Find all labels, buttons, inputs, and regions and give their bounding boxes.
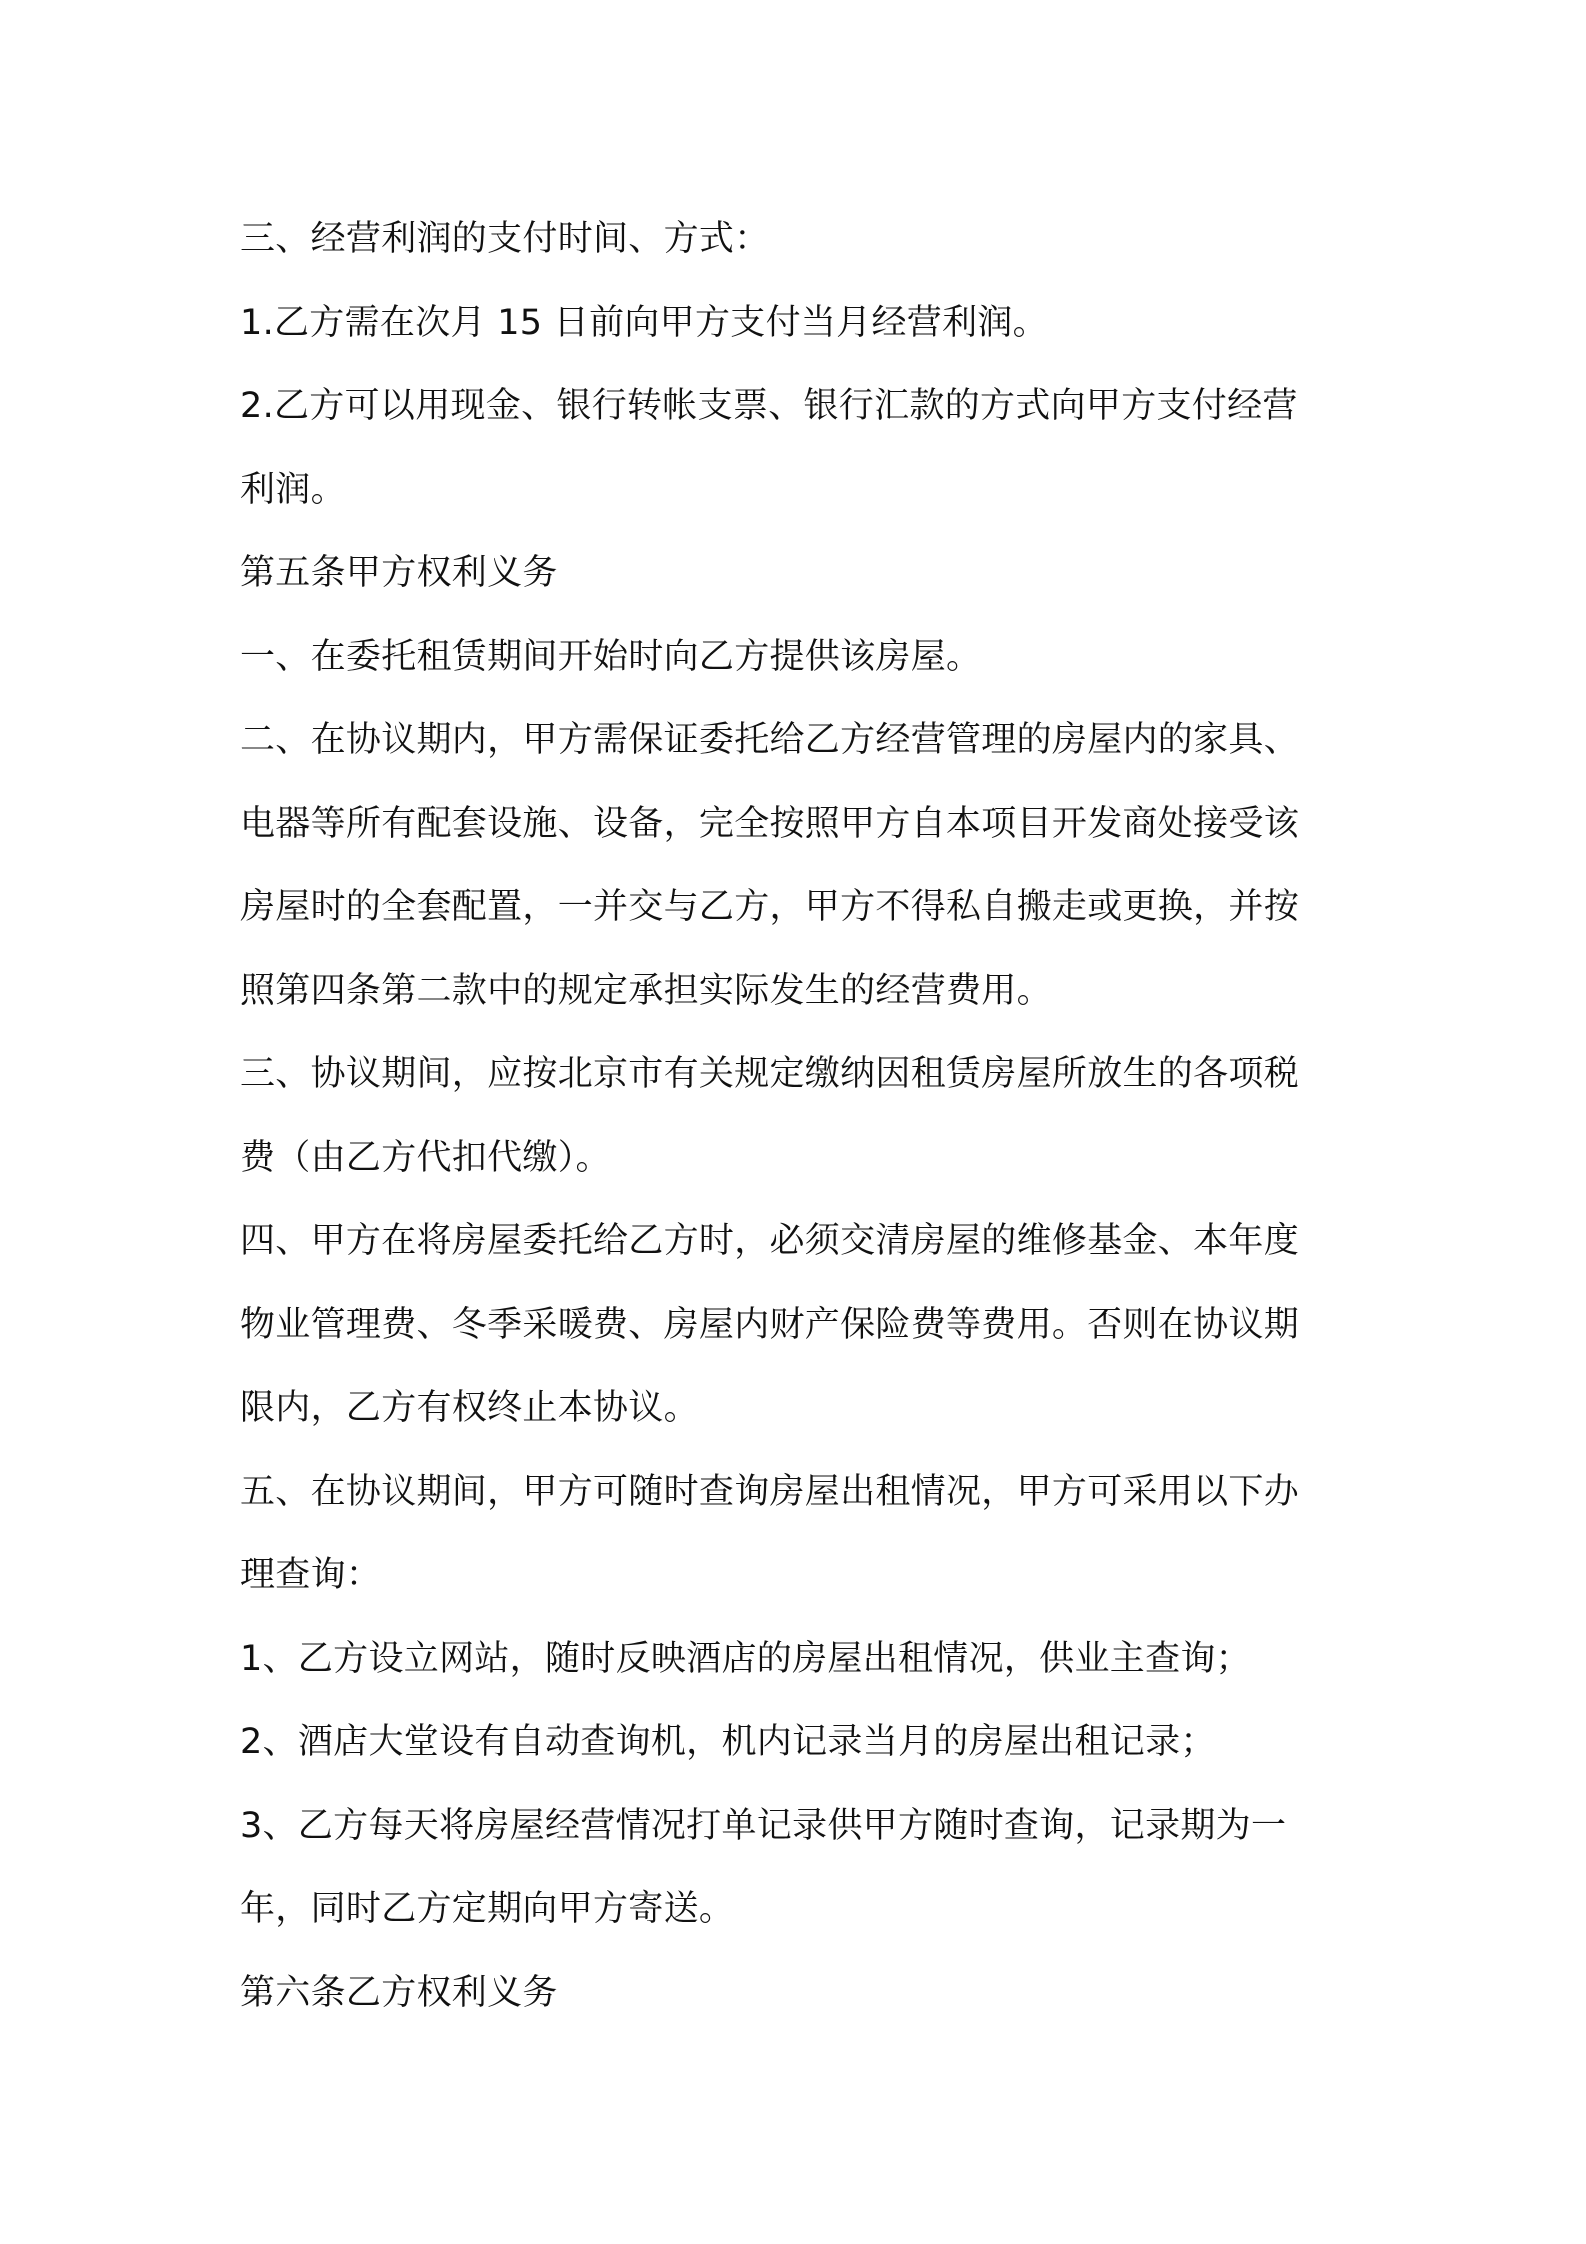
clause-line: 电器等所有配套设施、设备，完全按照甲方自本项目开发商处接受该 <box>240 803 1300 844</box>
article-heading-party-a: 第五条甲方权利义务 <box>240 553 558 593</box>
clause-line: 2.乙方可以用现金、银行转帐支票、银行汇款的方式向甲方支付经营 <box>240 386 1298 426</box>
clause-line: 年，同时乙方定期向甲方寄送。 <box>240 1889 735 1929</box>
clause-line: 费（由乙方代扣代缴）。 <box>240 1137 611 1178</box>
clause-line: 二、在协议期内，甲方需保证委托给乙方经营管理的房屋内的家具、 <box>240 720 1300 760</box>
clause-line: 四、甲方在将房屋委托给乙方时，必须交清房屋的维修基金、本年度 <box>240 1221 1300 1261</box>
clause-line: 3、乙方每天将房屋经营情况打单记录供甲方随时查询，记录期为一 <box>240 1805 1287 1846</box>
clause-line: 五、在协议期间，甲方可随时查询房屋出租情况，甲方可采用以下办 <box>240 1471 1300 1512</box>
clause-line: 三、协议期间，应按北京市有关规定缴纳因租赁房屋所放生的各项税 <box>240 1054 1300 1094</box>
clause-line: 照第四条第二款中的规定承担实际发生的经营费用。 <box>240 970 1052 1011</box>
section-heading-profit-payment: 三、经营利润的支付时间、方式： <box>240 219 770 259</box>
clause-line: 限内，乙方有权终止本协议。 <box>240 1388 699 1428</box>
article-heading-party-b: 第六条乙方权利义务 <box>240 1972 558 2013</box>
clause-line: 房屋时的全套配置，一并交与乙方，甲方不得私自搬走或更换，并按 <box>240 887 1300 927</box>
clause-line: 物业管理费、冬季采暖费、房屋内财产保险费等费用。否则在协议期 <box>240 1304 1300 1345</box>
clause-line: 1、乙方设立网站，随时反映酒店的房屋出租情况，供业主查询； <box>240 1638 1251 1679</box>
clause-line: 理查询： <box>240 1555 382 1595</box>
clause-line: 1.乙方需在次月 15 日前向甲方支付当月经营利润。 <box>240 302 1048 343</box>
clause-line: 利润。 <box>240 469 346 510</box>
clause-line: 2、酒店大堂设有自动查询机，机内记录当月的房屋出租记录； <box>240 1722 1216 1762</box>
clause-line: 一、在委托租赁期间开始时向乙方提供该房屋。 <box>240 636 982 677</box>
